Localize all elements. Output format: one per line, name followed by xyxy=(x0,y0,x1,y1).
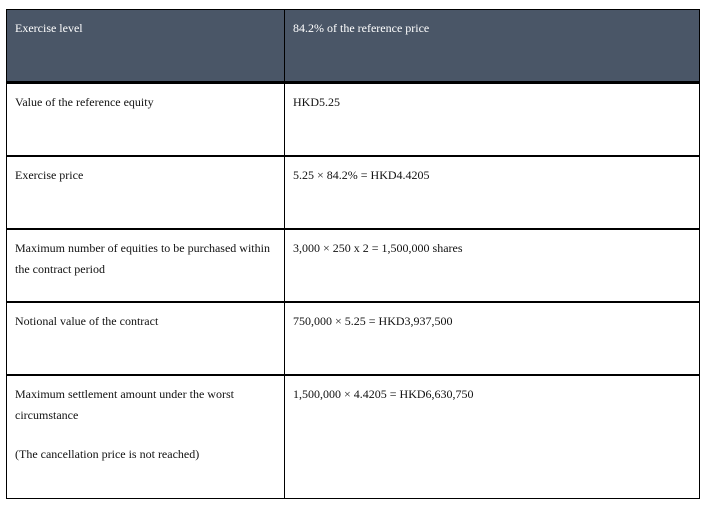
row-value-cell xyxy=(285,156,700,229)
contract-terms-table-container xyxy=(6,9,699,499)
notional-value-label: Notional value of the contract xyxy=(15,314,159,328)
max-equities-label-line1: Maximum number of equities to be purchased within xyxy=(15,241,270,255)
header-label-cell xyxy=(6,9,285,83)
contract-terms-table xyxy=(6,9,700,499)
reference-equity-label: Value of the reference equity xyxy=(15,95,154,109)
table-row xyxy=(6,156,700,229)
exercise-level-value: 84.2% of the reference price xyxy=(293,21,430,35)
cancellation-note: (The cancellation price is not reached) xyxy=(15,447,200,461)
exercise-price-label: Exercise price xyxy=(15,168,84,182)
exercise-price-value: 5.25 × 84.2% = HKD4.4205 xyxy=(293,168,430,182)
row-value-cell xyxy=(285,302,700,375)
table-row xyxy=(6,375,700,499)
spacer xyxy=(15,426,276,444)
max-equities-label-line2: the contract period xyxy=(15,262,105,276)
row-label-cell xyxy=(6,83,285,156)
header-value-cell xyxy=(285,9,700,83)
row-label-cell xyxy=(6,375,285,499)
table-header-row xyxy=(6,9,700,83)
table-row xyxy=(6,229,700,302)
reference-equity-value: HKD5.25 xyxy=(293,95,340,109)
max-settlement-label-line2: circumstance xyxy=(15,408,79,422)
row-value-cell xyxy=(285,83,700,156)
notional-value-value: 750,000 × 5.25 = HKD3,937,500 xyxy=(293,314,453,328)
table-row xyxy=(6,302,700,375)
row-value-cell xyxy=(285,229,700,302)
row-value-cell xyxy=(285,375,700,499)
exercise-level-label: Exercise level xyxy=(15,21,83,35)
row-label-cell xyxy=(6,229,285,302)
max-settlement-value: 1,500,000 × 4.4205 = HKD6,630,750 xyxy=(293,387,474,401)
row-label-cell xyxy=(6,156,285,229)
row-label-cell xyxy=(6,302,285,375)
max-settlement-label-line1: Maximum settlement amount under the worst xyxy=(15,387,234,401)
max-equities-value: 3,000 × 250 x 2 = 1,500,000 shares xyxy=(293,241,463,255)
table-row xyxy=(6,83,700,156)
